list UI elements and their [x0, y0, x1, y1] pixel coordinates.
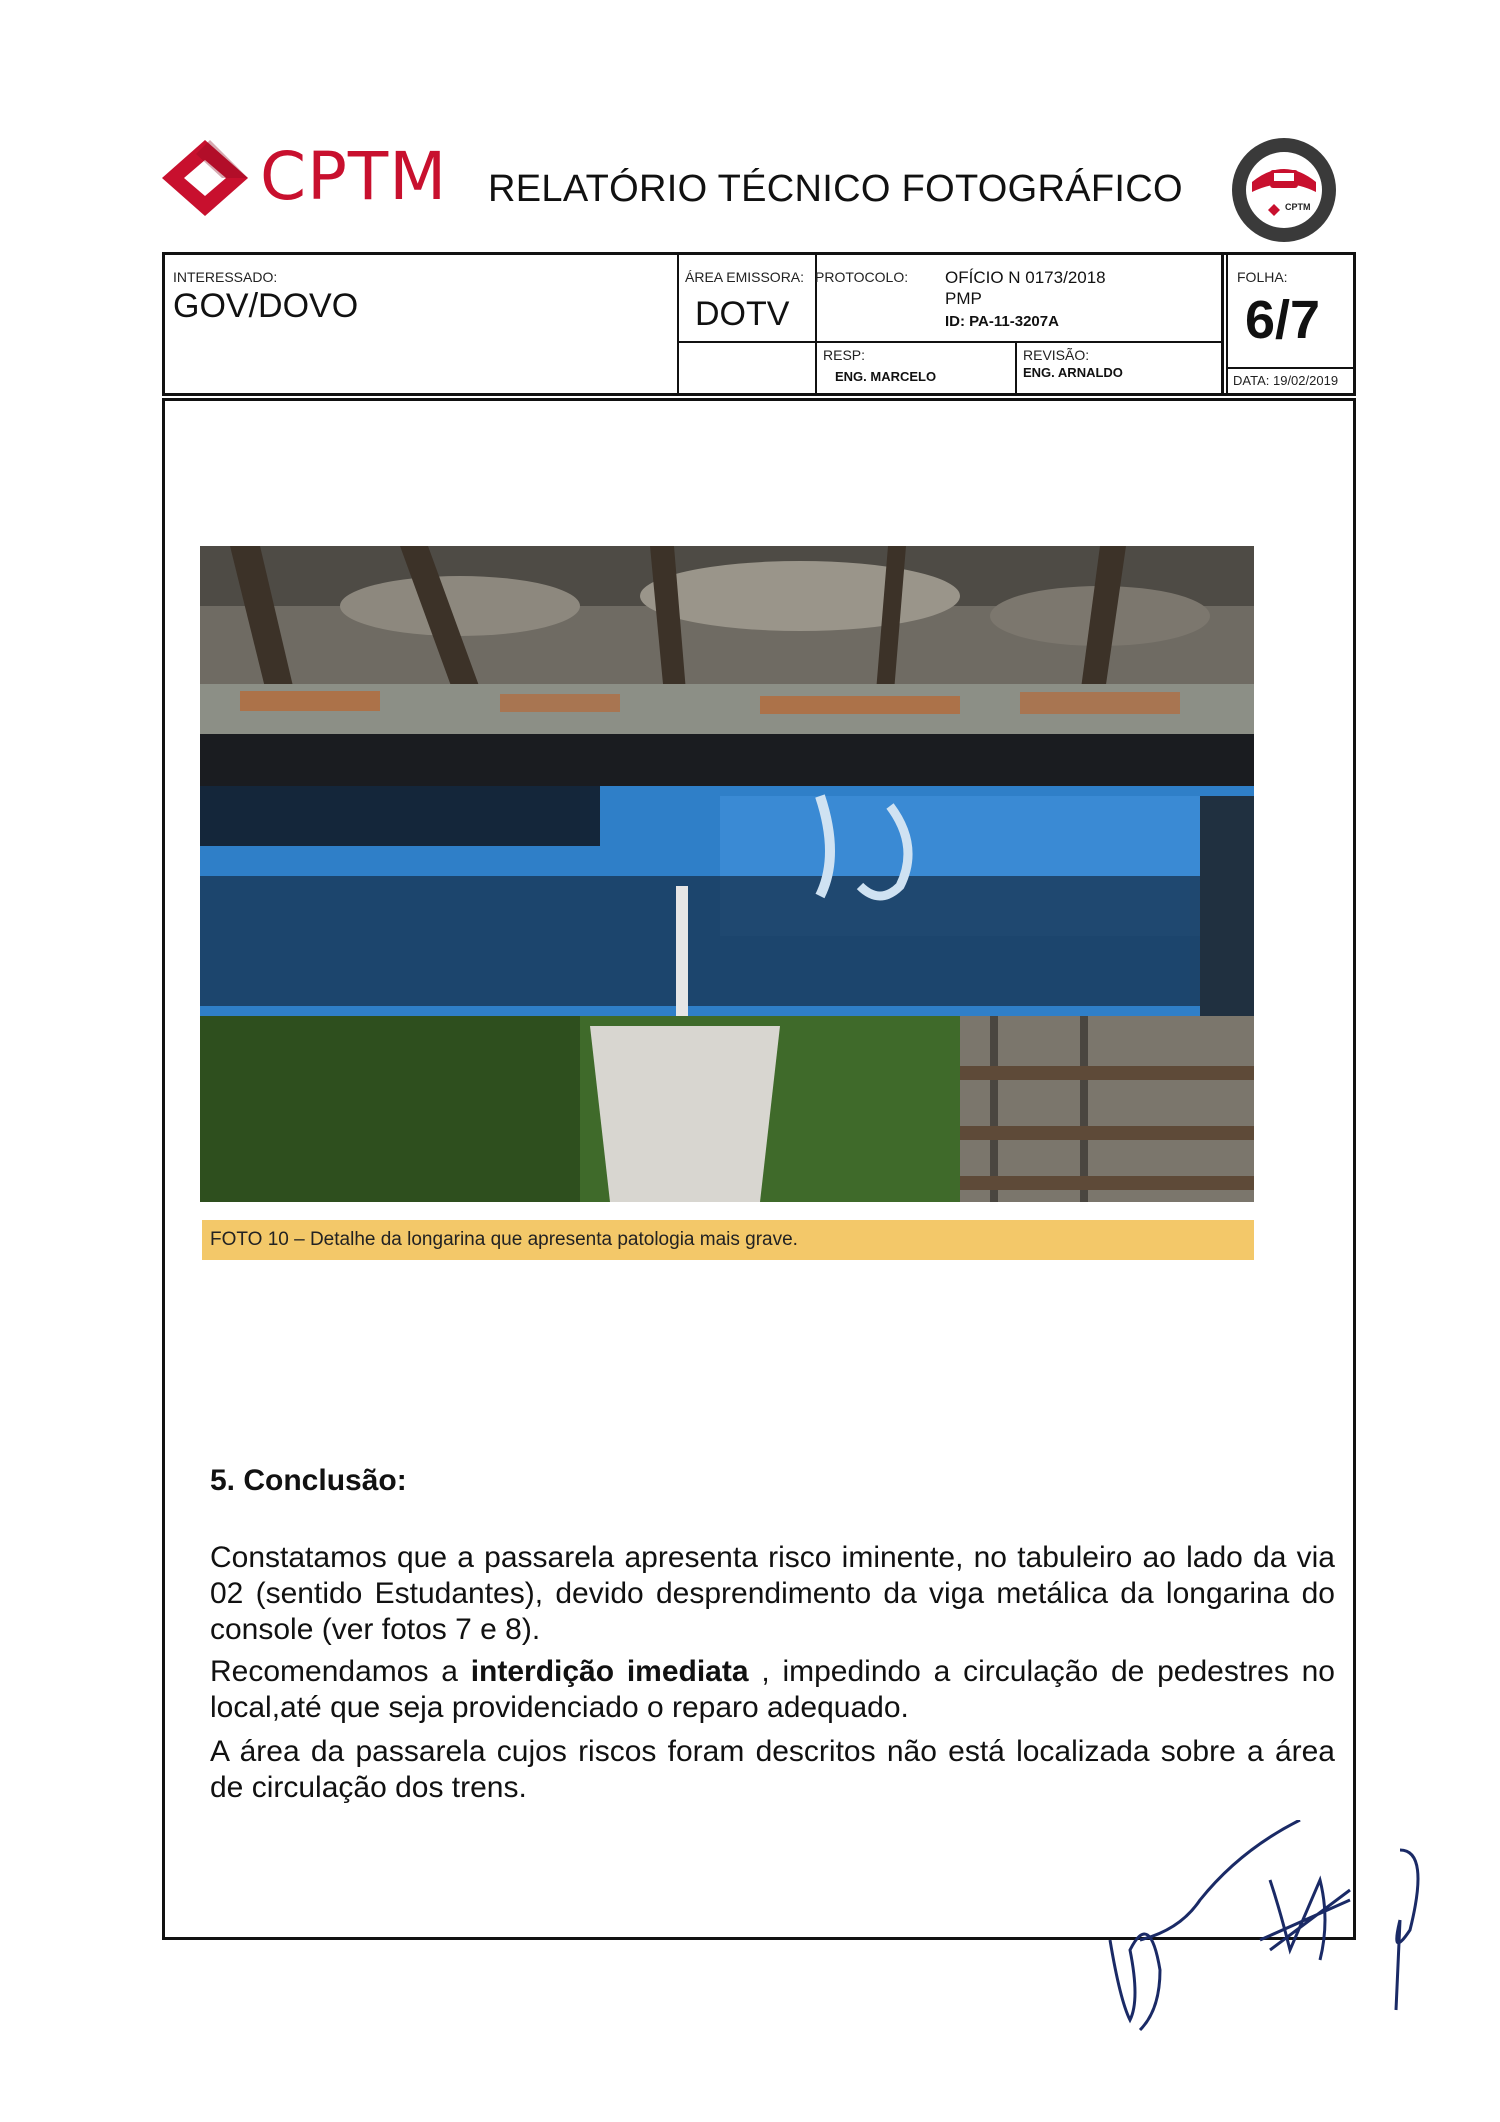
photo-caption: FOTO 10 – Detalhe da longarina que apresenta patologia mais grave.: [202, 1220, 1254, 1260]
p2-post: , impedindo a circulação de pedestres no local,até que seja providenciado o reparo adequado.: [210, 1655, 1335, 1724]
folha-value: 6/7: [1245, 290, 1321, 350]
protocolo-id: ID: PA-11-3207A: [945, 313, 1059, 330]
area-label: ÁREA EMISSORA:: [685, 269, 805, 285]
p2-bold: interdição imediata: [470, 1655, 749, 1688]
data-value: 19/02/2019: [1272, 373, 1339, 388]
page-title: RELATÓRIO TÉCNICO FOTOGRÁFICO: [488, 168, 1183, 210]
revisao-value: ENG. ARNALDO: [1023, 365, 1123, 380]
folha-label: FOLHA:: [1237, 269, 1288, 285]
seal-icon: [1230, 136, 1338, 244]
resp-value: ENG. MARCELO: [835, 369, 937, 384]
resp-label: RESP:: [823, 347, 866, 363]
protocolo-label: PROTOCOLO:: [815, 269, 909, 285]
cptm-logo: [160, 138, 448, 218]
conclusion-paragraph-1: Constatamos que a passarela apresenta risco iminente, no tabuleiro ao lado da via 02 (sentido Estudantes), devido desprendimento da viga metálica da longarina do console (ver fotos 7 e 8).: [210, 1541, 1335, 1646]
p2-pre: Recomendamos a: [210, 1655, 471, 1688]
protocolo-line1: OFÍCIO N 0173/2018: [945, 268, 1106, 287]
cptm-diamond-icon: [160, 138, 250, 218]
conclusion-paragraph-2: [210, 1654, 1335, 1726]
section-heading: 5. Conclusão:: [210, 1464, 407, 1497]
conclusion-paragraph-3: A área da passarela cujos riscos foram descritos não está localizada sobre a área de circulação dos trens.: [210, 1735, 1335, 1804]
protocolo-line2: PMP: [945, 289, 982, 308]
interessado-value: GOV/DOVO: [173, 287, 359, 325]
photo-10: [200, 546, 1254, 1202]
data-label: DATA:: [1233, 373, 1270, 388]
seal-text: CPTM: [1285, 202, 1311, 212]
longarina-photo: [200, 546, 1254, 1202]
interessado-label: INTERESSADO:: [173, 269, 278, 285]
revisao-label: REVISÃO:: [1023, 347, 1090, 363]
signatures: [1100, 1820, 1440, 2040]
company-seal: [1230, 136, 1338, 244]
info-table: [162, 252, 1356, 396]
area-value: DOTV: [695, 295, 790, 333]
logo-text: CPTM: [260, 138, 448, 215]
handwritten-signatures-icon: [1100, 1820, 1440, 2040]
